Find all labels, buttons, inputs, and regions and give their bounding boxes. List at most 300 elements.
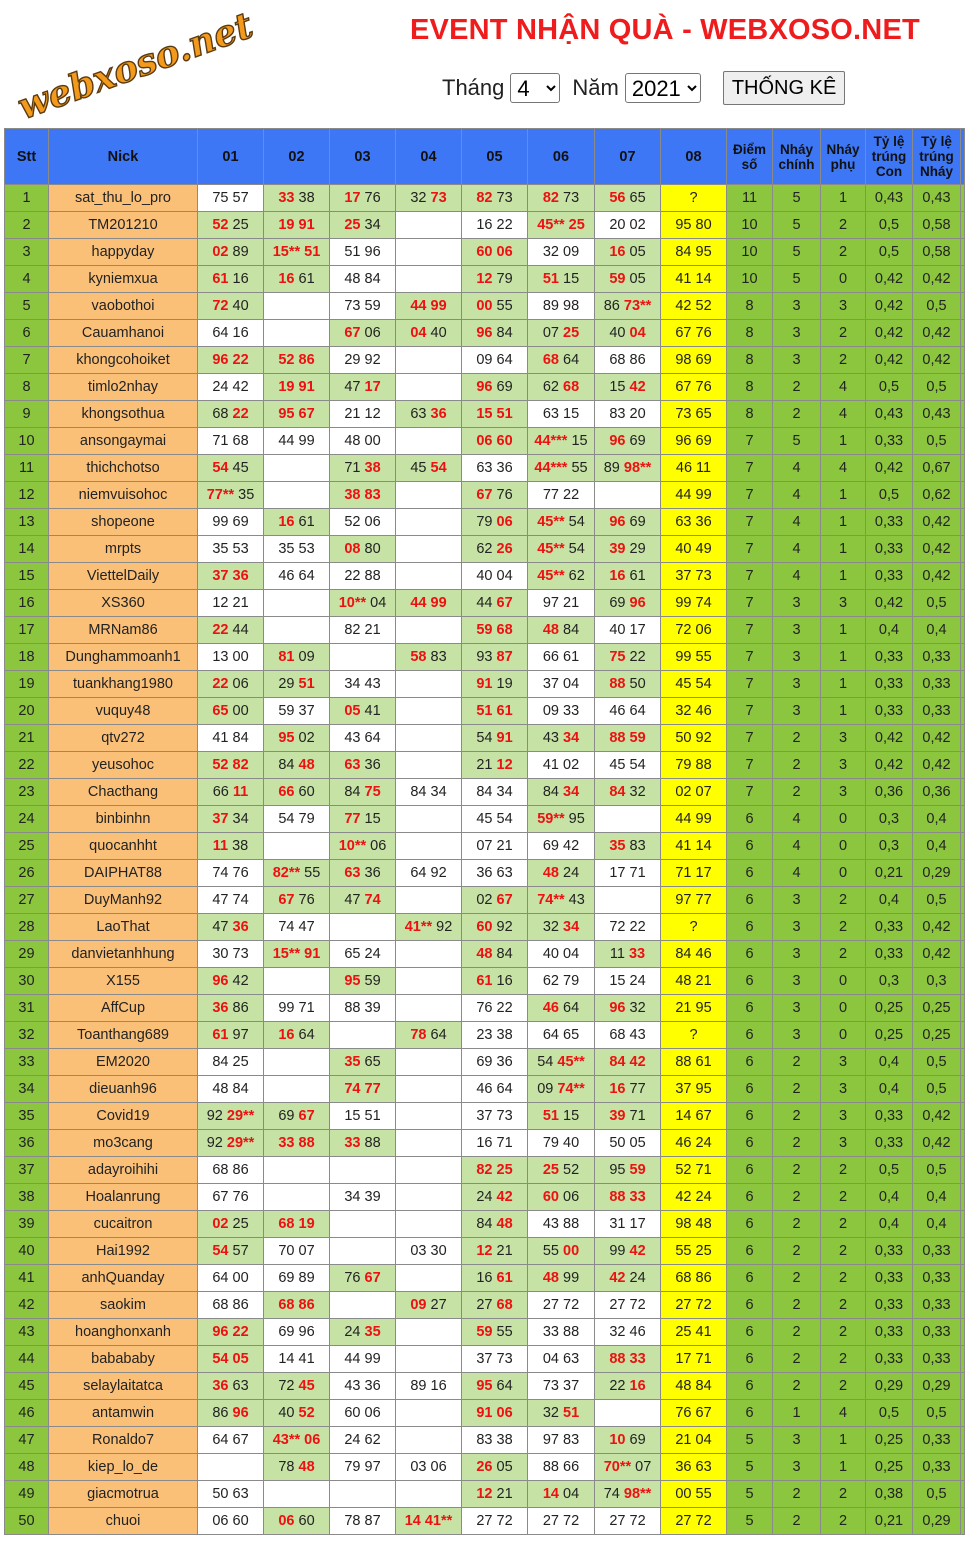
day-cell	[462, 347, 528, 374]
predicted-number: 79 88	[675, 757, 712, 773]
day-cell	[198, 1265, 264, 1292]
predicted-number: 44	[476, 595, 497, 611]
day-cell	[396, 698, 462, 725]
day-cell	[264, 185, 330, 212]
hit-number: 65	[212, 703, 229, 719]
predicted-number: 32	[542, 919, 564, 935]
predicted-number: 71	[344, 460, 365, 476]
day-cell	[396, 1373, 462, 1400]
predicted-number: 43 36	[344, 1378, 381, 1394]
row-score: 6	[727, 1049, 773, 1076]
day-cell	[198, 833, 264, 860]
day-cell	[198, 725, 264, 752]
predicted-number: 15 51	[344, 1108, 381, 1124]
hit-number: 84	[609, 784, 626, 800]
row-nick: ansongaymai	[49, 428, 198, 455]
day-cell	[462, 617, 528, 644]
row-rate-nhay: 0,33	[913, 671, 961, 698]
hit-number: 15** 91	[272, 946, 321, 962]
row-sub-hits: 3	[821, 590, 866, 617]
row-stt: 35	[5, 1103, 49, 1130]
row-main-hits: 4	[773, 482, 821, 509]
predicted-number: 24	[476, 1189, 497, 1205]
day-cell	[595, 293, 661, 320]
table-row	[5, 1319, 965, 1346]
day-cell	[264, 887, 330, 914]
row-rate-nhay: 0,62	[913, 482, 961, 509]
row-overflow	[961, 887, 965, 914]
hit-number: 59	[629, 1162, 646, 1178]
row-sub-hits: 3	[821, 293, 866, 320]
row-nick: kyniemxua	[49, 266, 198, 293]
predicted-number: 43 64	[344, 730, 381, 746]
day-cell	[198, 1346, 264, 1373]
row-rate-con: 0,25	[866, 1454, 913, 1481]
day-cell	[595, 374, 661, 401]
table-row	[5, 482, 965, 509]
row-sub-hits: 1	[821, 1454, 866, 1481]
statistics-button[interactable]: THỐNG KÊ	[723, 71, 845, 105]
predicted-number: 33 88	[542, 1324, 580, 1340]
row-stt: 20	[5, 698, 49, 725]
hit-number: 34	[563, 784, 580, 800]
day-cell	[462, 914, 528, 941]
day-cell	[330, 401, 396, 428]
hit-number: 42	[609, 1270, 626, 1286]
predicted-number: 36	[360, 865, 381, 881]
predicted-number: 77	[625, 1081, 646, 1097]
row-rate-nhay: 0,43	[913, 401, 961, 428]
predicted-number: 92	[206, 1135, 227, 1151]
row-nick: thichchotso	[49, 455, 198, 482]
hit-number: 77	[344, 811, 361, 827]
row-main-hits: 3	[773, 671, 821, 698]
predicted-number: 67 76	[675, 379, 712, 395]
predicted-number: 64	[426, 1027, 447, 1043]
day-cell	[661, 212, 727, 239]
table-row	[5, 833, 965, 860]
row-sub-hits: 2	[821, 1238, 866, 1265]
predicted-number: 14 67	[675, 1108, 712, 1124]
row-nick: giacmotrua	[49, 1481, 198, 1508]
row-score: 6	[727, 1265, 773, 1292]
day-cell	[330, 1292, 396, 1319]
day-cell	[198, 941, 264, 968]
predicted-number: 43 88	[542, 1216, 580, 1232]
predicted-number: 34	[360, 217, 381, 233]
row-score: 7	[727, 644, 773, 671]
predicted-number: 55	[492, 1324, 513, 1340]
row-overflow	[961, 212, 965, 239]
day-cell	[528, 1157, 595, 1184]
row-overflow	[961, 725, 965, 752]
hit-number: 44***	[534, 460, 568, 476]
predicted-number: 11	[609, 946, 629, 962]
hit-number: 88 33	[609, 1351, 646, 1367]
day-cell	[661, 860, 727, 887]
row-score: 6	[727, 806, 773, 833]
row-nick: chuoi	[49, 1508, 198, 1535]
row-stt: 50	[5, 1508, 49, 1535]
table-row	[5, 428, 965, 455]
row-rate-nhay: 0,29	[913, 1373, 961, 1400]
day-cell	[462, 428, 528, 455]
day-cell	[661, 563, 727, 590]
day-cell	[528, 1211, 595, 1238]
hit-number: 45**	[537, 568, 565, 584]
day-cell	[462, 401, 528, 428]
row-rate-nhay: 0,42	[913, 752, 961, 779]
day-cell	[528, 1508, 595, 1535]
row-nick: tuankhang1980	[49, 671, 198, 698]
predicted-number: ?	[689, 919, 698, 935]
day-cell	[198, 1103, 264, 1130]
row-score: 5	[727, 1508, 773, 1535]
site-logo[interactable]	[2, 4, 259, 129]
day-cell	[264, 968, 330, 995]
day-cell	[462, 185, 528, 212]
row-sub-hits: 0	[821, 806, 866, 833]
day-cell	[528, 1400, 595, 1427]
day-cell	[396, 1427, 462, 1454]
day-cell	[396, 347, 462, 374]
day-cell	[198, 428, 264, 455]
day-cell	[528, 995, 595, 1022]
row-sub-hits: 2	[821, 1157, 866, 1184]
predicted-number: 27 72	[675, 1513, 712, 1529]
row-nick: LaoThat	[49, 914, 198, 941]
day-cell	[330, 1076, 396, 1103]
predicted-number: 16 71	[476, 1135, 513, 1151]
row-rate-con: 0,42	[866, 347, 913, 374]
predicted-number: 69 89	[278, 1270, 315, 1286]
day-cell	[264, 293, 330, 320]
predicted-number: 13 00	[212, 649, 249, 665]
hit-number: 34	[563, 919, 580, 935]
predicted-number: 17 71	[609, 865, 646, 881]
hit-number: 82	[542, 190, 559, 206]
hit-number: 15** 51	[272, 244, 321, 260]
predicted-number: 21 04	[675, 1432, 712, 1448]
predicted-number: 89 98	[542, 298, 580, 314]
hit-number: 77**	[206, 487, 235, 503]
predicted-number: 29 92	[344, 352, 381, 368]
row-score: 6	[727, 1319, 773, 1346]
predicted-number: 88 66	[542, 1459, 580, 1475]
hit-number: 91 06	[476, 1405, 513, 1421]
column-header: Tỷ lệ trúng Nháy	[913, 129, 961, 185]
table-row	[5, 644, 965, 671]
row-sub-hits: 1	[821, 185, 866, 212]
predicted-number: 48 84	[344, 271, 381, 287]
predicted-number: 04 63	[542, 1351, 580, 1367]
table-row	[5, 1346, 965, 1373]
row-stt: 30	[5, 968, 49, 995]
row-rate-nhay: 0,33	[913, 1265, 961, 1292]
hit-number: 44***	[534, 433, 568, 449]
day-cell	[330, 725, 396, 752]
row-score: 7	[727, 536, 773, 563]
row-stt: 7	[5, 347, 49, 374]
day-cell	[198, 752, 264, 779]
row-rate-nhay: 0,33	[913, 1454, 961, 1481]
hit-number: 96 22	[212, 352, 249, 368]
table-row	[5, 1157, 965, 1184]
predicted-number: 83 20	[609, 406, 646, 422]
row-main-hits: 3	[773, 968, 821, 995]
day-cell	[198, 212, 264, 239]
hit-number: 35	[609, 838, 626, 854]
day-cell	[330, 1049, 396, 1076]
predicted-number: 61	[625, 568, 646, 584]
hit-number: 39	[609, 1108, 626, 1124]
day-cell	[396, 239, 462, 266]
predicted-number: 69 36	[476, 1054, 513, 1070]
day-cell	[330, 1373, 396, 1400]
hit-number: 68	[542, 352, 559, 368]
row-main-hits: 3	[773, 1022, 821, 1049]
predicted-number: 55	[492, 298, 513, 314]
day-cell	[330, 1454, 396, 1481]
row-sub-hits: 4	[821, 1400, 866, 1427]
hit-number: 60	[542, 1189, 559, 1205]
predicted-number: 79 40	[542, 1135, 580, 1151]
hit-number: 14	[542, 1486, 559, 1502]
predicted-number: 57	[228, 1243, 249, 1259]
row-rate-con: 0,42	[866, 590, 913, 617]
day-cell	[330, 455, 396, 482]
hit-number: 45**	[537, 514, 565, 530]
day-cell	[595, 536, 661, 563]
row-nick: dieuanh96	[49, 1076, 198, 1103]
day-cell	[330, 266, 396, 293]
day-cell	[264, 1292, 330, 1319]
hit-number: 45	[298, 1378, 315, 1394]
row-sub-hits: 2	[821, 320, 866, 347]
day-cell	[198, 1454, 264, 1481]
predicted-number: 07 21	[476, 838, 513, 854]
row-nick: vuquy48	[49, 698, 198, 725]
row-score: 7	[727, 590, 773, 617]
day-cell	[264, 590, 330, 617]
table-row	[5, 1481, 965, 1508]
day-cell	[595, 1022, 661, 1049]
hit-number: 59 68	[476, 622, 513, 638]
table-body	[5, 185, 965, 1535]
row-overflow	[961, 1103, 965, 1130]
day-cell	[528, 266, 595, 293]
row-rate-con: 0,42	[866, 293, 913, 320]
row-main-hits: 2	[773, 1211, 821, 1238]
hit-number: 34	[563, 730, 580, 746]
row-stt: 13	[5, 509, 49, 536]
row-score: 8	[727, 347, 773, 374]
day-cell	[264, 671, 330, 698]
predicted-number: 09	[537, 1081, 558, 1097]
row-overflow	[961, 536, 965, 563]
predicted-number: 40 17	[609, 622, 646, 638]
day-cell	[528, 1427, 595, 1454]
hit-number: 54	[212, 1243, 229, 1259]
hit-number: 45** 25	[537, 217, 585, 233]
predicted-number: 21	[476, 757, 497, 773]
day-cell	[661, 1346, 727, 1373]
day-cell	[528, 671, 595, 698]
hit-number: 96	[609, 1000, 626, 1016]
day-cell	[661, 941, 727, 968]
day-cell	[396, 482, 462, 509]
table-row	[5, 1292, 965, 1319]
predicted-number: 32 46	[609, 1324, 646, 1340]
row-stt: 34	[5, 1076, 49, 1103]
row-rate-con: 0,5	[866, 212, 913, 239]
row-sub-hits: 2	[821, 1373, 866, 1400]
row-main-hits: 2	[773, 1265, 821, 1292]
predicted-number: 21 95	[675, 1000, 712, 1016]
predicted-number: 78 87	[344, 1513, 381, 1529]
day-cell	[462, 293, 528, 320]
hit-number: 19 91	[278, 379, 315, 395]
day-cell	[330, 1103, 396, 1130]
predicted-number: 45 54	[675, 676, 712, 692]
row-rate-con: 0,33	[866, 428, 913, 455]
day-cell	[396, 374, 462, 401]
predicted-number: 14 41	[278, 1351, 315, 1367]
predicted-number: 89 16	[410, 1378, 447, 1394]
hit-number: 02	[212, 244, 229, 260]
hit-number: 61	[496, 1270, 513, 1286]
row-nick: XS360	[49, 590, 198, 617]
predicted-number: 48 84	[675, 1378, 712, 1394]
row-score: 6	[727, 1292, 773, 1319]
day-cell	[264, 833, 330, 860]
row-stt: 42	[5, 1292, 49, 1319]
row-overflow	[961, 860, 965, 887]
predicted-number: 77 22	[542, 487, 580, 503]
table-row	[5, 1103, 965, 1130]
hit-number: 48	[542, 865, 559, 881]
row-score: 7	[727, 617, 773, 644]
day-cell	[462, 1346, 528, 1373]
day-cell	[595, 914, 661, 941]
day-cell	[528, 1319, 595, 1346]
row-overflow	[961, 1022, 965, 1049]
predicted-number: 40	[228, 298, 249, 314]
row-overflow	[961, 941, 965, 968]
row-overflow	[961, 1292, 965, 1319]
hit-number: 82**	[272, 865, 301, 881]
predicted-number: 68 86	[212, 1297, 249, 1313]
day-cell	[330, 509, 396, 536]
day-cell	[595, 401, 661, 428]
day-cell	[396, 1292, 462, 1319]
predicted-number: 50 63	[212, 1486, 249, 1502]
day-cell	[661, 1481, 727, 1508]
day-cell	[595, 1400, 661, 1427]
row-main-hits: 4	[773, 806, 821, 833]
hit-number: 48	[542, 622, 559, 638]
row-rate-nhay: 0,42	[913, 1103, 961, 1130]
row-rate-nhay: 0,4	[913, 833, 961, 860]
month-select[interactable]	[510, 73, 560, 103]
day-cell	[198, 1292, 264, 1319]
column-header: 02	[264, 129, 330, 185]
row-rate-con: 0,33	[866, 1265, 913, 1292]
day-cell	[528, 293, 595, 320]
row-overflow	[961, 293, 965, 320]
day-cell	[330, 1346, 396, 1373]
day-cell	[198, 1076, 264, 1103]
predicted-number: 89	[603, 460, 624, 476]
day-cell	[264, 698, 330, 725]
row-nick: Hoalanrung	[49, 1184, 198, 1211]
row-stt: 23	[5, 779, 49, 806]
row-stt: 10	[5, 428, 49, 455]
day-cell	[330, 1130, 396, 1157]
predicted-number: 29	[278, 676, 299, 692]
hit-number: 19 91	[278, 217, 315, 233]
predicted-number: 21 12	[344, 406, 381, 422]
row-overflow	[961, 698, 965, 725]
row-stt: 17	[5, 617, 49, 644]
day-cell	[661, 1049, 727, 1076]
row-rate-con: 0,25	[866, 1022, 913, 1049]
row-stt: 47	[5, 1427, 49, 1454]
day-cell	[661, 968, 727, 995]
hit-number: 04	[629, 325, 646, 341]
day-cell	[264, 806, 330, 833]
row-rate-con: 0,3	[866, 833, 913, 860]
day-cell	[462, 1076, 528, 1103]
table-row	[5, 806, 965, 833]
row-main-hits: 2	[773, 1373, 821, 1400]
row-stt: 15	[5, 563, 49, 590]
row-score: 8	[727, 293, 773, 320]
row-rate-nhay: 0,29	[913, 860, 961, 887]
row-overflow	[961, 185, 965, 212]
row-rate-nhay: 0,5	[913, 1481, 961, 1508]
day-cell	[198, 1157, 264, 1184]
row-main-hits: 2	[773, 1238, 821, 1265]
row-score: 11	[727, 185, 773, 212]
day-cell	[396, 671, 462, 698]
table-row	[5, 671, 965, 698]
row-rate-nhay: 0,42	[913, 914, 961, 941]
predicted-number: 27	[476, 1297, 497, 1313]
row-main-hits: 3	[773, 293, 821, 320]
day-cell	[330, 914, 396, 941]
row-nick: happyday	[49, 239, 198, 266]
day-cell	[528, 968, 595, 995]
table-row	[5, 779, 965, 806]
hit-number: 88 59	[609, 730, 646, 746]
year-select[interactable]	[625, 73, 701, 103]
predicted-number: 83	[625, 838, 646, 854]
hit-number: 88	[609, 676, 626, 692]
day-cell	[528, 1238, 595, 1265]
day-cell	[595, 617, 661, 644]
day-cell	[661, 1103, 727, 1130]
day-cell	[462, 536, 528, 563]
row-stt: 45	[5, 1373, 49, 1400]
row-rate-con: 0,42	[866, 752, 913, 779]
predicted-number: 44 99	[278, 433, 315, 449]
row-rate-con: 0,5	[866, 1400, 913, 1427]
row-stt: 25	[5, 833, 49, 860]
predicted-number: 45	[410, 460, 431, 476]
hit-number: 10**	[338, 595, 367, 611]
day-cell	[396, 1184, 462, 1211]
